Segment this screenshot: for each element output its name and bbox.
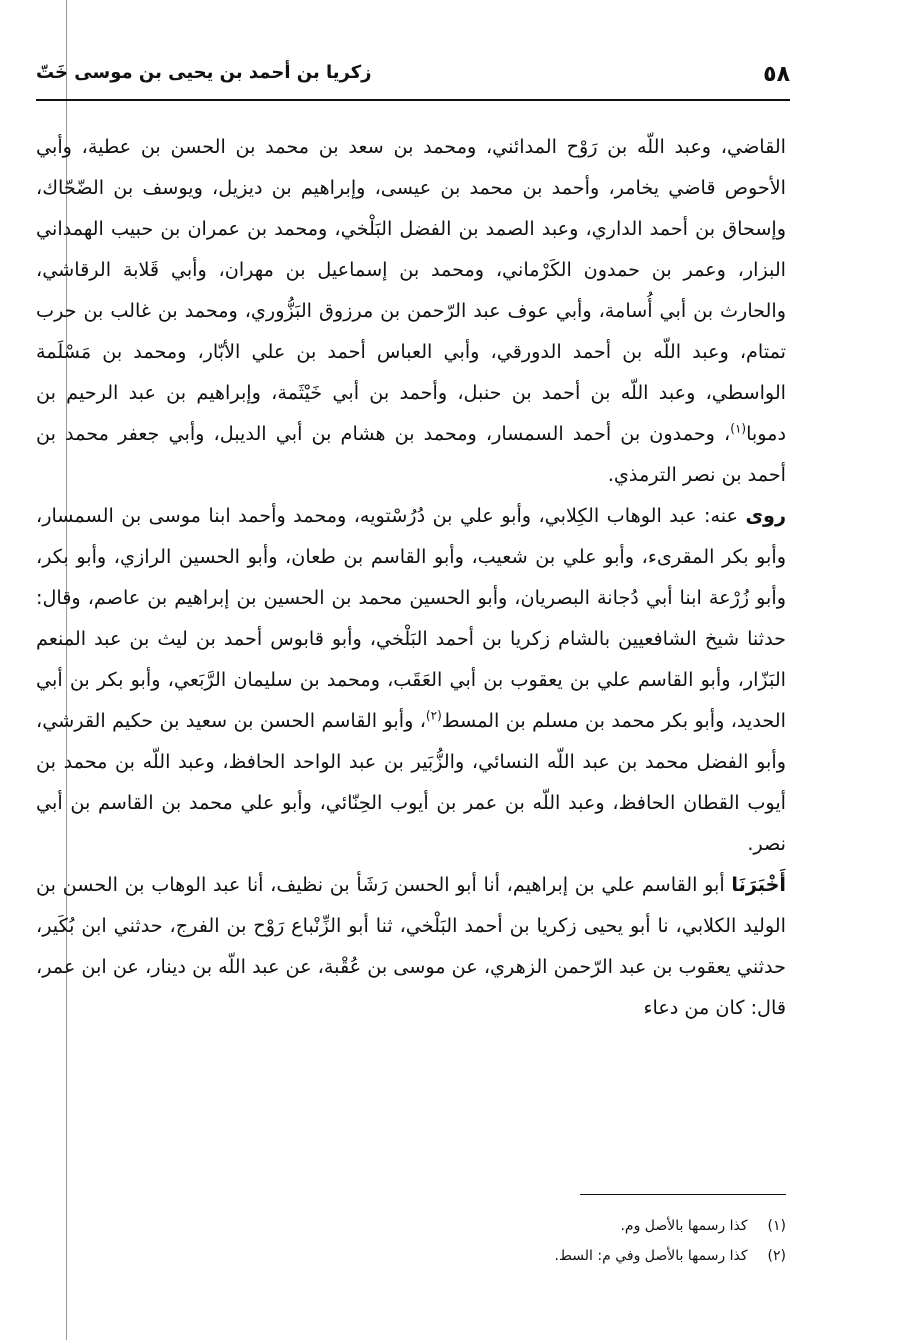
page-header — [36, 60, 790, 94]
footnote-text: كذا رسمها بالأصل وفي م: السط. — [554, 1248, 748, 1264]
footnote-ref-2: (٢) — [425, 708, 442, 723]
footnote-text: كذا رسمها بالأصل وم. — [620, 1218, 748, 1234]
paragraph-teachers — [36, 126, 786, 495]
main-text — [36, 126, 786, 1028]
page-number: ٥٨ — [763, 62, 790, 87]
paragraph-lead: روى — [745, 504, 786, 527]
footnote-item — [36, 1241, 786, 1271]
paragraph-lead: أَخْبَرَنَا — [731, 873, 786, 896]
footnote-number: (١) — [767, 1218, 786, 1234]
footnotes — [36, 1211, 786, 1271]
paragraph-narrators — [36, 495, 786, 864]
paragraph-text: أبو القاسم علي بن إبراهيم، أنا أبو الحسن رَشَأ بن نظيف، أنا عبد الوهاب بن الحسن بن الوليد الكلابي، نا أبو يحيى زكريا بن أحمد البَلْخي، ثنا أبو الزِّنْباع رَوْح بن الفرج، حدثني ابن بُكَير، حدثني يعقوب بن عبد الرّحمن الزهري، عن موسى بن عُقْبة، عن عبد اللّه بن دينار، عن ابن عمر، قال: كان من دعاء — [36, 873, 786, 1019]
paragraph-text-after: ، وأبو القاسم الحسن بن سعيد بن حكيم القرشي، وأبو الفضل محمد بن عبد اللّه النسائي، والزُّبَير بن عبد الواحد الحافظ، وعبد اللّه بن محمد بن أيوب القطان الحافظ، وعبد اللّه بن عمر بن أيوب الحِنّائي، وأبو علي محمد بن القاسم بن أبي نصر. — [36, 709, 786, 855]
footnote-number: (٢) — [767, 1248, 786, 1264]
header-rule — [36, 99, 790, 101]
footnote-ref-1: (١) — [730, 421, 747, 436]
running-title: زكريا بن أحمد بن يحيى بن موسى خَتّ — [36, 62, 372, 83]
paragraph-text: عنه: عبد الوهاب الكِلابي، وأبو علي بن دُرُسْتويه، ومحمد وأحمد ابنا موسى بن السمسار، وأبو بكر المقرىء، وأبو علي بن شعيب، وأبو القاسم بن طعان، وأبو الحسين الرازي، وأبو بكر، وأبو زُرْعة ابنا أبي دُجانة البصريان، وأبو الحسين محمد بن الحسين بن إبراهيم بن عاصم، وقال: حدثنا شيخ الشافعيين بالشام زكريا بن أحمد البَلْخي، وأبو قابوس أحمد بن ليث بن عبد المنعم البَزّار، وأبو القاسم علي بن يعقوب بن أبي العَقَب، ومحمد بن سليمان الرَّبَعي، وأبو بكر بن أبي الحديد، وأبو بكر محمد بن مسلم بن المسط — [36, 504, 786, 732]
paragraph-text-after: ، وحمدون بن أحمد السمسار، ومحمد بن هشام بن أبي الديبل، وأبي جعفر محمد بن أحمد بن نصر الترمذي. — [36, 422, 786, 486]
footnote-item — [36, 1211, 786, 1241]
paragraph-isnad — [36, 864, 786, 1028]
footnote-rule — [580, 1194, 786, 1195]
paragraph-text: القاضي، وعبد اللّه بن رَوْح المدائني، ومحمد بن سعد بن محمد بن الحسن بن عطية، وأبي الأحوص قاضي يخامر، وأحمد بن محمد بن عيسى، وإبراهيم بن ديزيل، ويوسف بن الضّحّاك، وإسحاق بن أحمد الداري، وعبد الصمد بن الفضل البَلْخي، ومحمد بن عمران بن حبيب الهمداني البزار، وعمر بن حمدون الكَرْماني، ومحمد بن إسماعيل بن مهران، وأبي قَلابة الرقاشي، والحارث بن أبي أُسامة، وأبي عوف عبد الرّحمن بن مرزوق البَزُّوري، ومحمد بن غالب بن حرب تمتام، وعبد اللّه بن أحمد الدورقي، وأبي العباس أحمد بن علي الأبّار، ومحمد بن مَسْلَمة الواسطي، وعبد اللّه بن أحمد بن حنبل، وأحمد بن أبي خَيْثَمة، وإبراهيم بن عبد الرحيم بن دموبا — [36, 135, 786, 445]
